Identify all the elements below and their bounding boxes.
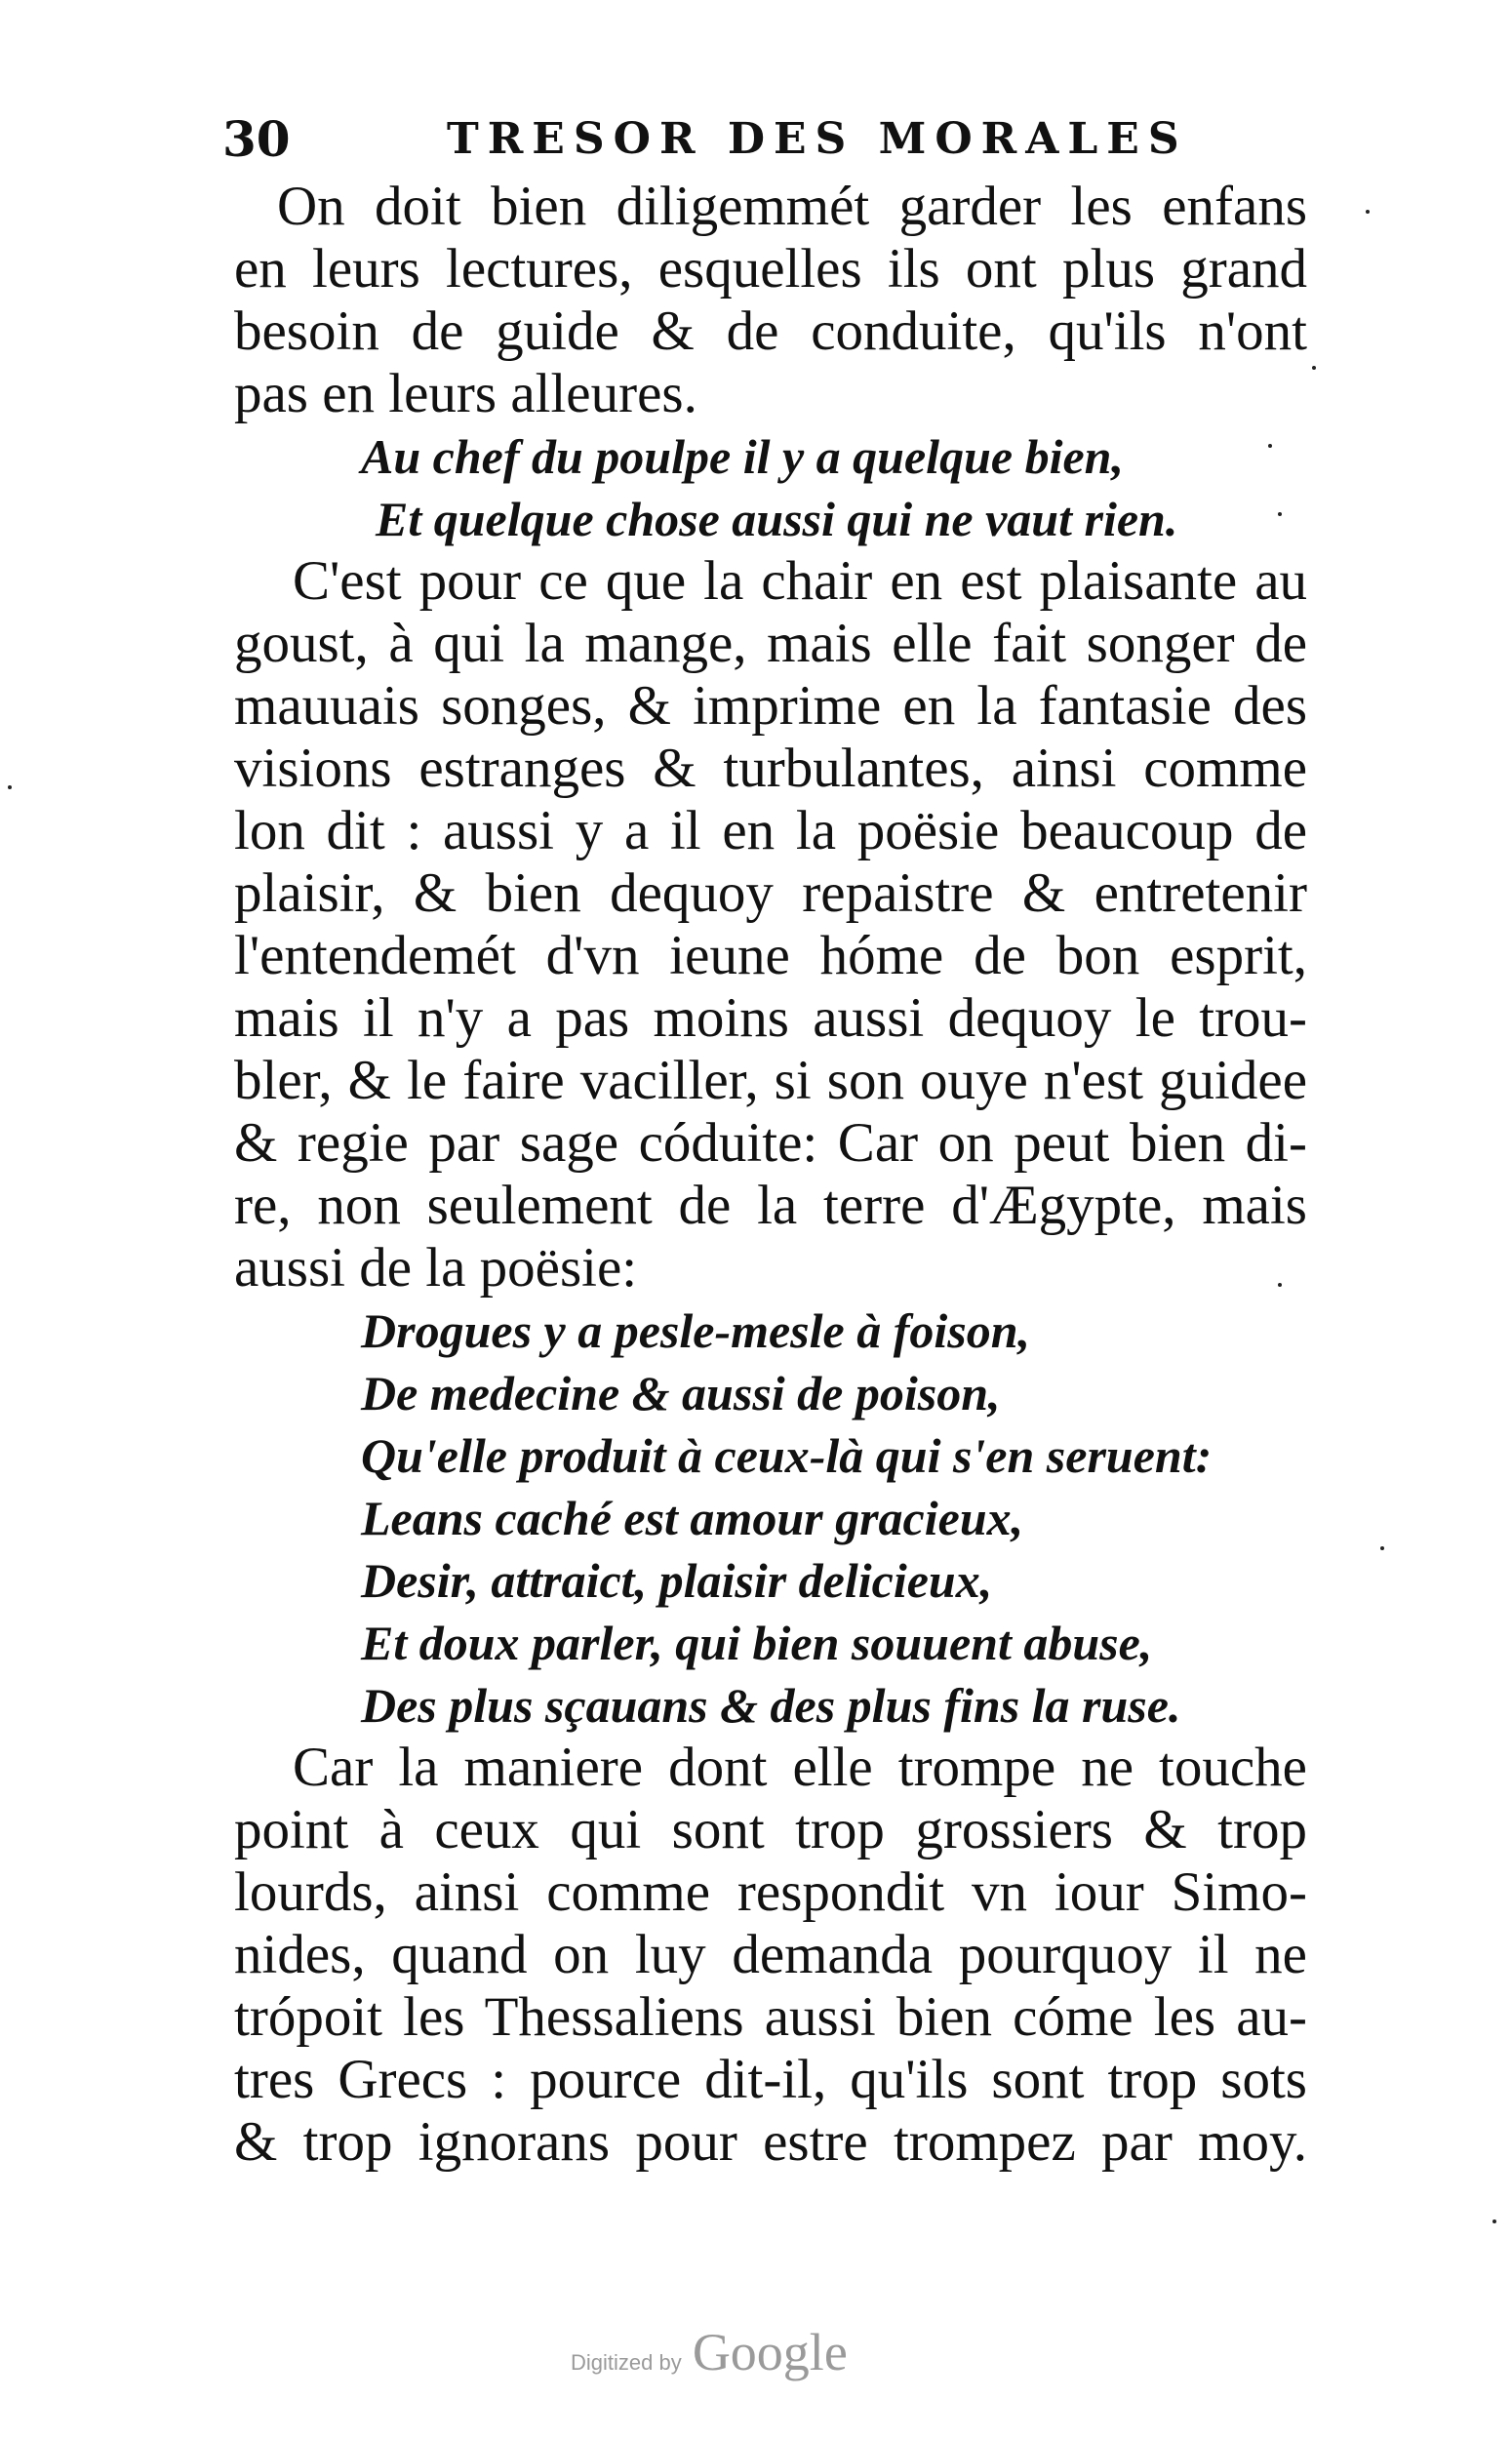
running-title: TRESOR DES MORALES bbox=[447, 114, 1188, 164]
verse-line: Leans caché est amour gracieux, bbox=[361, 1491, 1024, 1545]
verse-line: De medecine & aussi de poison, bbox=[361, 1366, 1001, 1420]
text-line: lourds, ainsi comme respondit vn iour Simo- bbox=[234, 1861, 1307, 1923]
text-line: & trop ignorans pour estre trompez par moy. bbox=[234, 2111, 1307, 2173]
text-line: re, non seulement de la terre d'Ægypte, mais bbox=[234, 1175, 1307, 1236]
text-line: tres Grecs : pource dit-il, qu'ils sont trop sots bbox=[234, 2049, 1307, 2110]
scan-speck bbox=[1278, 512, 1282, 516]
text-line: en leurs lectures, esquelles ils ont plus grand bbox=[234, 238, 1307, 300]
verse-line: Desir, attraict, plaisir delicieux, bbox=[361, 1553, 993, 1608]
text-line: lon dit : aussi y a il en la poësie beaucoup de bbox=[234, 800, 1307, 861]
google-logo: Google bbox=[692, 2323, 848, 2381]
text-line: besoin de guide & de conduite, qu'ils n'ont bbox=[234, 300, 1307, 362]
page-number: 30 bbox=[222, 110, 291, 168]
verse-line: Qu'elle produit à ceux-là qui s'en seruent: bbox=[361, 1428, 1213, 1483]
text-line: Car la maniere dont elle trompe ne touche bbox=[293, 1737, 1307, 1798]
text-line: l'entendemét d'vn ieune hóme de bon esprit, bbox=[234, 925, 1307, 986]
text-line: bler, & le faire vaciller, si son ouye n'est guidee bbox=[234, 1050, 1307, 1111]
text-line: pas en leurs alleures. bbox=[234, 363, 697, 424]
verse-line: Drogues y a pesle-mesle à foison, bbox=[361, 1303, 1031, 1358]
verse-line: Au chef du poulpe il y a quelque bien, bbox=[361, 429, 1124, 484]
verse-line: Et quelque chose aussi qui ne vaut rien. bbox=[376, 492, 1178, 546]
scan-speck bbox=[1312, 366, 1316, 370]
text-line: mais il n'y a pas moins aussi dequoy le trou- bbox=[234, 987, 1307, 1049]
digitized-by-label: Digitized by bbox=[571, 2350, 682, 2375]
text-line: C'est pour ce que la chair en est plaisante au bbox=[293, 550, 1307, 612]
digitized-by-google-watermark bbox=[571, 2322, 848, 2390]
scan-speck bbox=[1366, 210, 1370, 214]
verse-line: Des plus sçauans & des plus fins la ruse. bbox=[361, 1678, 1181, 1733]
text-line: On doit bien diligemmét garder les enfans bbox=[277, 176, 1307, 237]
scan-speck bbox=[1268, 444, 1272, 448]
body-text bbox=[234, 176, 1307, 2174]
text-line: aussi de la poësie: bbox=[234, 1237, 638, 1299]
scan-speck bbox=[1492, 2219, 1496, 2223]
page-header bbox=[222, 105, 1295, 174]
text-line: nides, quand on luy demanda pourquoy il ne bbox=[234, 1924, 1307, 1985]
text-line: visions estranges & turbulantes, ainsi comme bbox=[234, 738, 1307, 799]
text-line: & regie par sage códuite: Car on peut bien di- bbox=[234, 1112, 1307, 1174]
scan-speck bbox=[1278, 1283, 1282, 1287]
text-line: plaisir, & bien dequoy repaistre & entretenir bbox=[234, 862, 1307, 924]
scan-speck bbox=[8, 785, 12, 789]
text-line: mauuais songes, & imprime en la fantasie des bbox=[234, 675, 1307, 737]
text-line: point à ceux qui sont trop grossiers & trop bbox=[234, 1799, 1307, 1860]
text-line: goust, à qui la mange, mais elle fait songer de bbox=[234, 613, 1307, 674]
verse-line: Et doux parler, qui bien souuent abuse, bbox=[361, 1616, 1153, 1670]
scan-speck bbox=[1380, 1546, 1384, 1550]
text-line: trópoit les Thessaliens aussi bien cóme les au- bbox=[234, 1986, 1307, 2048]
